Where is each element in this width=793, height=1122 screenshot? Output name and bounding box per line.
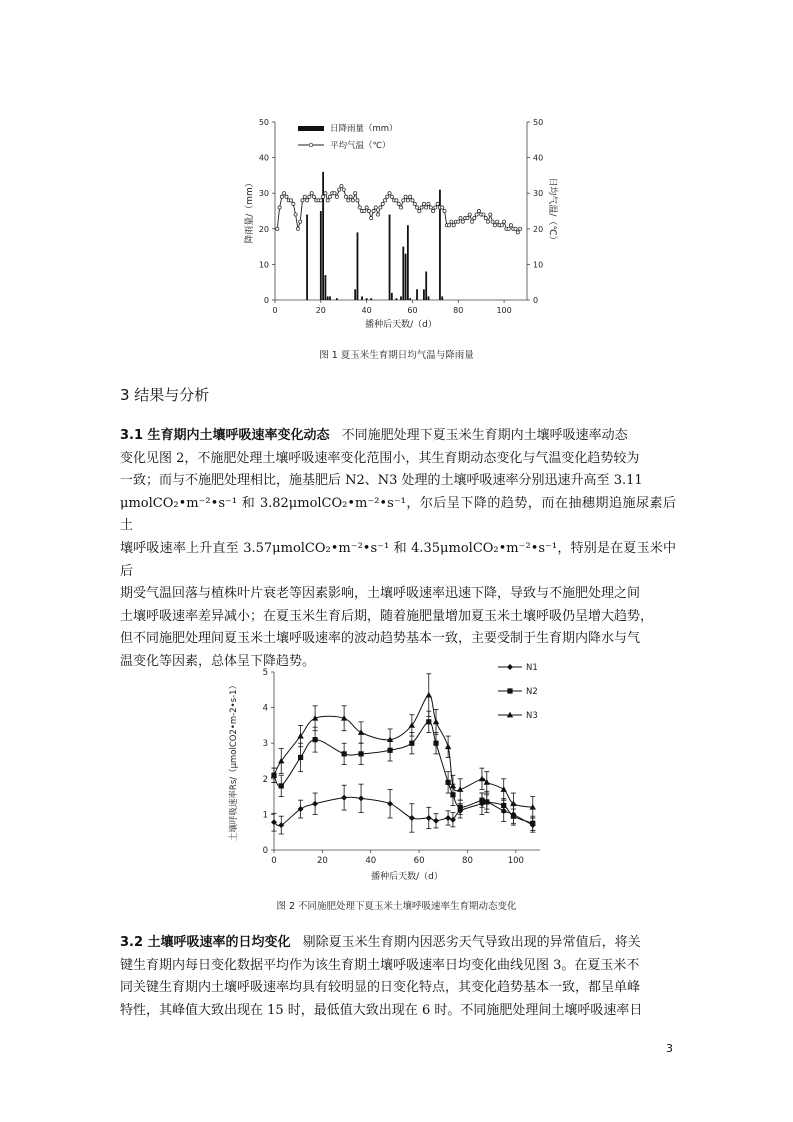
figure-2-caption: 图 2 不同施肥处理下夏玉米土壤呼吸速率生育期动态变化 bbox=[276, 901, 517, 912]
temperature-point bbox=[397, 202, 400, 205]
temperature-point bbox=[370, 217, 373, 220]
data-point bbox=[433, 818, 439, 824]
rainfall-bar bbox=[405, 254, 407, 300]
data-point bbox=[426, 692, 432, 698]
y-tick-label-right: 50 bbox=[533, 118, 544, 127]
temperature-point bbox=[367, 209, 370, 212]
data-point bbox=[358, 729, 364, 735]
rainfall-bar bbox=[354, 289, 356, 300]
y-tick-label-right: 20 bbox=[533, 224, 544, 234]
rainfall-bar bbox=[366, 298, 368, 300]
data-point bbox=[446, 780, 451, 785]
temperature-point bbox=[491, 220, 494, 223]
temperature-point bbox=[473, 217, 476, 220]
temperature-point bbox=[372, 209, 375, 212]
paragraph-line: 但不同施肥处理间夏玉米土壤呼吸速率的波动趋势基本一致，主要受制于生育期内降水与气 bbox=[120, 631, 641, 647]
figure-1-caption: 图 1 夏玉米生育期日均气温与降雨量 bbox=[319, 350, 474, 361]
temperature-point bbox=[395, 199, 398, 202]
data-point bbox=[501, 803, 506, 808]
x-axis-label: 播种后天数/（d） bbox=[365, 320, 437, 330]
paragraph-line: 特性，其峰值大致出现在 15 时，最低值大致出现在 6 时。不同施肥处理间土壤呼吸速率日 bbox=[120, 1002, 643, 1018]
paragraph-line: 土壤呼吸速率差异减小；在夏玉米生育后期，随着施肥量增加夏玉米土壤呼吸仍呈增大趋势， bbox=[120, 608, 654, 624]
temperature-point bbox=[461, 220, 464, 223]
temperature-point bbox=[500, 224, 503, 227]
temperature-point bbox=[333, 192, 336, 195]
data-point bbox=[445, 815, 451, 821]
series-line bbox=[274, 722, 533, 824]
paragraph-line: 同关键生育期内土壤呼吸速率均具有较明显的日变化特点，其变化趋势基本一致，都呈单峰 bbox=[120, 980, 641, 996]
x-tick-label: 60 bbox=[413, 856, 425, 866]
temperature-point bbox=[283, 192, 286, 195]
temperature-point bbox=[299, 220, 302, 223]
temperature-point bbox=[324, 192, 327, 195]
temperature-point bbox=[305, 199, 308, 202]
subsection-heading: 3.2 土壤呼吸速率的日均变化 bbox=[120, 935, 291, 950]
data-point bbox=[358, 795, 364, 801]
temperature-point bbox=[402, 199, 405, 202]
x-tick-label: 40 bbox=[361, 306, 372, 315]
y-tick-label: 0 bbox=[262, 846, 268, 856]
rainfall-bar bbox=[400, 296, 402, 300]
temperature-point bbox=[351, 199, 354, 202]
legend-rainfall-swatch bbox=[298, 126, 324, 131]
y-tick-label-right: 30 bbox=[533, 189, 544, 199]
temperature-point bbox=[441, 206, 444, 209]
y-tick-label-left: 20 bbox=[258, 224, 269, 234]
rainfall-bar bbox=[306, 215, 308, 300]
temperature-point bbox=[477, 209, 480, 212]
figure-1-chart bbox=[240, 110, 560, 340]
y-tick-label-right: 0 bbox=[533, 296, 539, 305]
data-point bbox=[278, 822, 284, 828]
temperature-point bbox=[406, 199, 409, 202]
temperature-point bbox=[365, 206, 368, 209]
temperature-point bbox=[415, 206, 418, 209]
temperature-point bbox=[516, 231, 519, 234]
section-heading: 3 结果与分析 bbox=[120, 386, 210, 404]
temperature-point bbox=[349, 195, 352, 198]
temperature-point bbox=[431, 209, 434, 212]
temperature-point bbox=[489, 213, 492, 216]
temperature-point bbox=[379, 206, 382, 209]
temperature-point bbox=[507, 227, 510, 230]
temperature-point bbox=[468, 213, 471, 216]
temperature-point bbox=[381, 202, 384, 205]
y-tick-label: 5 bbox=[262, 668, 268, 678]
rainfall-bar bbox=[322, 172, 324, 300]
data-point bbox=[387, 801, 393, 807]
data-point bbox=[426, 815, 432, 821]
data-point bbox=[409, 815, 415, 821]
temperature-point bbox=[289, 199, 292, 202]
data-point bbox=[458, 805, 463, 810]
temperature-point bbox=[496, 220, 499, 223]
rainfall-bar bbox=[396, 298, 398, 300]
temperature-point bbox=[436, 202, 439, 205]
legend-label: N2 bbox=[526, 687, 538, 697]
rainfall-bar bbox=[416, 289, 418, 300]
x-tick-label: 80 bbox=[453, 306, 464, 315]
paragraph-3-2 bbox=[120, 932, 676, 1022]
legend-label: N3 bbox=[526, 711, 538, 721]
y-axis-label: 土壤呼吸速率Rs/（μmolCO2•m-2•s-1） bbox=[229, 680, 239, 842]
temperature-point bbox=[404, 195, 407, 198]
page-number: 3 bbox=[666, 1042, 673, 1055]
temperature-point bbox=[354, 192, 357, 195]
temperature-point bbox=[434, 206, 437, 209]
temperature-point bbox=[347, 199, 350, 202]
data-point bbox=[313, 737, 318, 742]
data-point bbox=[298, 755, 303, 760]
rainfall-bar bbox=[428, 296, 430, 300]
temperature-point bbox=[358, 206, 361, 209]
y-tick-label-right: 40 bbox=[533, 153, 544, 163]
legend-marker bbox=[507, 688, 512, 693]
temperature-point bbox=[342, 188, 345, 191]
paragraph-line: 壤呼吸速率上升直至 3.57μmolCO₂•m⁻²•s⁻¹ 和 4.35μmolCO₂•m⁻²•s⁻¹，特别是在夏玉米中后 bbox=[120, 540, 676, 579]
temperature-point bbox=[486, 220, 489, 223]
paragraph-line: 一致；而与不施肥处理相比，施基肥后 N2、N3 处理的土壤呼吸速率分别迅速升高至 3.11 bbox=[120, 473, 643, 489]
data-point bbox=[426, 719, 431, 724]
rainfall-bar bbox=[329, 296, 331, 300]
temperature-point bbox=[386, 195, 389, 198]
rainfall-bar bbox=[425, 272, 427, 300]
temperature-line bbox=[277, 186, 520, 232]
temperature-point bbox=[411, 199, 414, 202]
temperature-point bbox=[328, 195, 331, 198]
x-tick-label: 0 bbox=[272, 306, 278, 315]
figure-2-chart bbox=[220, 652, 580, 884]
y-tick-label-left: 50 bbox=[258, 118, 269, 127]
legend-label: N1 bbox=[526, 663, 538, 673]
y-tick-label-right: 10 bbox=[533, 260, 544, 270]
temperature-point bbox=[450, 220, 453, 223]
rainfall-bar bbox=[389, 215, 391, 300]
temperature-point bbox=[443, 209, 446, 212]
temperature-point bbox=[363, 209, 366, 212]
temperature-point bbox=[457, 220, 460, 223]
temperature-point bbox=[429, 206, 432, 209]
temperature-point bbox=[448, 224, 451, 227]
temperature-point bbox=[493, 224, 496, 227]
temperature-point bbox=[484, 217, 487, 220]
paragraph-line: 期受气温回落与植株叶片衰老等因素影响，土壤呼吸速率迅速下降，导致与不施肥处理之间 bbox=[120, 586, 641, 602]
data-point bbox=[358, 751, 363, 756]
legend-marker bbox=[507, 664, 513, 670]
x-tick-label: 100 bbox=[507, 856, 524, 866]
data-point bbox=[530, 821, 535, 826]
rainfall-bar bbox=[357, 232, 359, 300]
data-point bbox=[341, 795, 347, 801]
figure-2 bbox=[220, 652, 580, 884]
data-point bbox=[433, 719, 439, 725]
temperature-point bbox=[482, 213, 485, 216]
temperature-point bbox=[294, 213, 297, 216]
data-point bbox=[279, 783, 284, 788]
temperature-point bbox=[502, 220, 505, 223]
temperature-point bbox=[285, 195, 288, 198]
x-axis-label: 播种后天数/（d） bbox=[371, 872, 443, 882]
temperature-point bbox=[340, 184, 343, 187]
temperature-point bbox=[296, 227, 299, 230]
subsection-heading: 3.1 生育期内土壤呼吸速率变化动态 bbox=[120, 428, 330, 443]
temperature-point bbox=[452, 224, 455, 227]
temperature-point bbox=[425, 206, 428, 209]
temperature-point bbox=[308, 195, 311, 198]
data-point bbox=[484, 799, 489, 804]
series-line bbox=[274, 695, 533, 807]
temperature-point bbox=[310, 192, 313, 195]
y-tick-label: 3 bbox=[262, 739, 268, 750]
temperature-point bbox=[356, 199, 359, 202]
x-tick-label: 80 bbox=[462, 856, 473, 866]
temperature-point bbox=[519, 227, 522, 230]
rainfall-bar bbox=[423, 289, 425, 300]
paragraph-line: 温变化等因素，总体呈下降趋势。 bbox=[120, 653, 316, 669]
temperature-point bbox=[420, 206, 423, 209]
x-tick-label: 20 bbox=[316, 856, 328, 866]
temperature-point bbox=[509, 224, 512, 227]
x-tick-label: 20 bbox=[315, 306, 326, 315]
temperature-point bbox=[399, 206, 402, 209]
paragraph-line: μmolCO₂•m⁻²•s⁻¹ 和 3.82μmolCO₂•m⁻²•s⁻¹，尔后呈下降的趋势，而在抽穗期追施尿素后土 bbox=[120, 495, 676, 534]
data-point bbox=[501, 786, 507, 792]
legend-temperature-marker bbox=[309, 143, 313, 147]
temperature-point bbox=[475, 213, 478, 216]
rainfall-bar bbox=[336, 298, 338, 300]
rainfall-bar bbox=[361, 296, 363, 300]
temperature-point bbox=[466, 217, 469, 220]
temperature-point bbox=[459, 217, 462, 220]
rainfall-bar bbox=[441, 296, 443, 300]
rainfall-bar bbox=[409, 298, 411, 300]
rainfall-bar bbox=[327, 296, 329, 300]
y-tick-label-left: 10 bbox=[258, 260, 269, 270]
temperature-point bbox=[301, 199, 304, 202]
rainfall-bar bbox=[370, 298, 372, 300]
paragraph-3-1 bbox=[120, 425, 676, 674]
paragraph-line: 3.2 土壤呼吸速率的日均变化 剔除夏玉米生育期内因恶劣天气导致出现的异常值后，将关 bbox=[120, 935, 641, 950]
temperature-point bbox=[276, 227, 279, 230]
series-n1 bbox=[271, 784, 536, 834]
temperature-point bbox=[303, 195, 306, 198]
temperature-point bbox=[326, 199, 329, 202]
temperature-point bbox=[376, 213, 379, 216]
x-tick-label: 40 bbox=[365, 856, 377, 866]
x-tick-label: 100 bbox=[496, 306, 512, 315]
temperature-point bbox=[514, 227, 517, 230]
y-axis-label-left: 降雨量/（mm） bbox=[245, 178, 255, 244]
temperature-point bbox=[374, 206, 377, 209]
rainfall-bar bbox=[391, 293, 393, 300]
y-tick-label: 4 bbox=[262, 703, 268, 714]
paragraph-line: 3.1 生育期内土壤呼吸速率变化动态 不同施肥处理下夏玉米生育期内土壤呼吸速率动态 bbox=[120, 428, 628, 443]
rainfall-bar bbox=[402, 247, 404, 300]
temperature-point bbox=[413, 202, 416, 205]
x-tick-label: 60 bbox=[407, 306, 418, 315]
temperature-point bbox=[427, 202, 430, 205]
figure-1 bbox=[240, 110, 560, 340]
temperature-point bbox=[470, 220, 473, 223]
temperature-point bbox=[418, 209, 421, 212]
data-point bbox=[433, 741, 438, 746]
legend-rainfall-label: 日降雨量（mm） bbox=[330, 124, 398, 134]
temperature-point bbox=[390, 195, 393, 198]
series-line bbox=[274, 797, 533, 825]
temperature-point bbox=[335, 195, 338, 198]
rainfall-bar bbox=[325, 275, 327, 300]
y-tick-label-left: 40 bbox=[258, 153, 269, 163]
series-n3 bbox=[271, 674, 536, 818]
paragraph-line: 变化见图 2，不施肥处理土壤呼吸速率变化范围小，其生育期动态变化与气温变化趋势较为 bbox=[120, 450, 640, 466]
data-point bbox=[312, 801, 318, 807]
y-tick-label: 2 bbox=[262, 774, 268, 785]
temperature-point bbox=[292, 202, 295, 205]
rainfall-bar bbox=[407, 225, 409, 300]
data-point bbox=[445, 743, 451, 749]
paragraph-line: 键生育期内每日变化数据平均作为该生育期土壤呼吸速率日均变化曲线见图 3。在夏玉米不 bbox=[120, 957, 640, 973]
data-point bbox=[409, 741, 414, 746]
rainfall-bar bbox=[320, 211, 322, 300]
temperature-point bbox=[344, 195, 347, 198]
legend-temperature-label: 平均气温（℃） bbox=[330, 141, 391, 151]
y-tick-label-left: 30 bbox=[258, 189, 269, 199]
data-point bbox=[342, 751, 347, 756]
temperature-point bbox=[409, 195, 412, 198]
y-tick-label-left: 0 bbox=[263, 296, 269, 305]
y-axis-label-right: 日均气温/（℃） bbox=[547, 177, 557, 245]
temperature-point bbox=[422, 202, 425, 205]
temperature-point bbox=[383, 199, 386, 202]
y-tick-label: 1 bbox=[262, 810, 268, 821]
data-point bbox=[479, 798, 484, 803]
temperature-point bbox=[319, 199, 322, 202]
temperature-point bbox=[312, 195, 315, 198]
temperature-point bbox=[278, 206, 281, 209]
temperature-point bbox=[280, 195, 283, 198]
x-tick-label: 0 bbox=[271, 856, 277, 866]
temperature-point bbox=[388, 192, 391, 195]
temperature-point bbox=[338, 188, 341, 191]
temperature-point bbox=[322, 195, 325, 198]
